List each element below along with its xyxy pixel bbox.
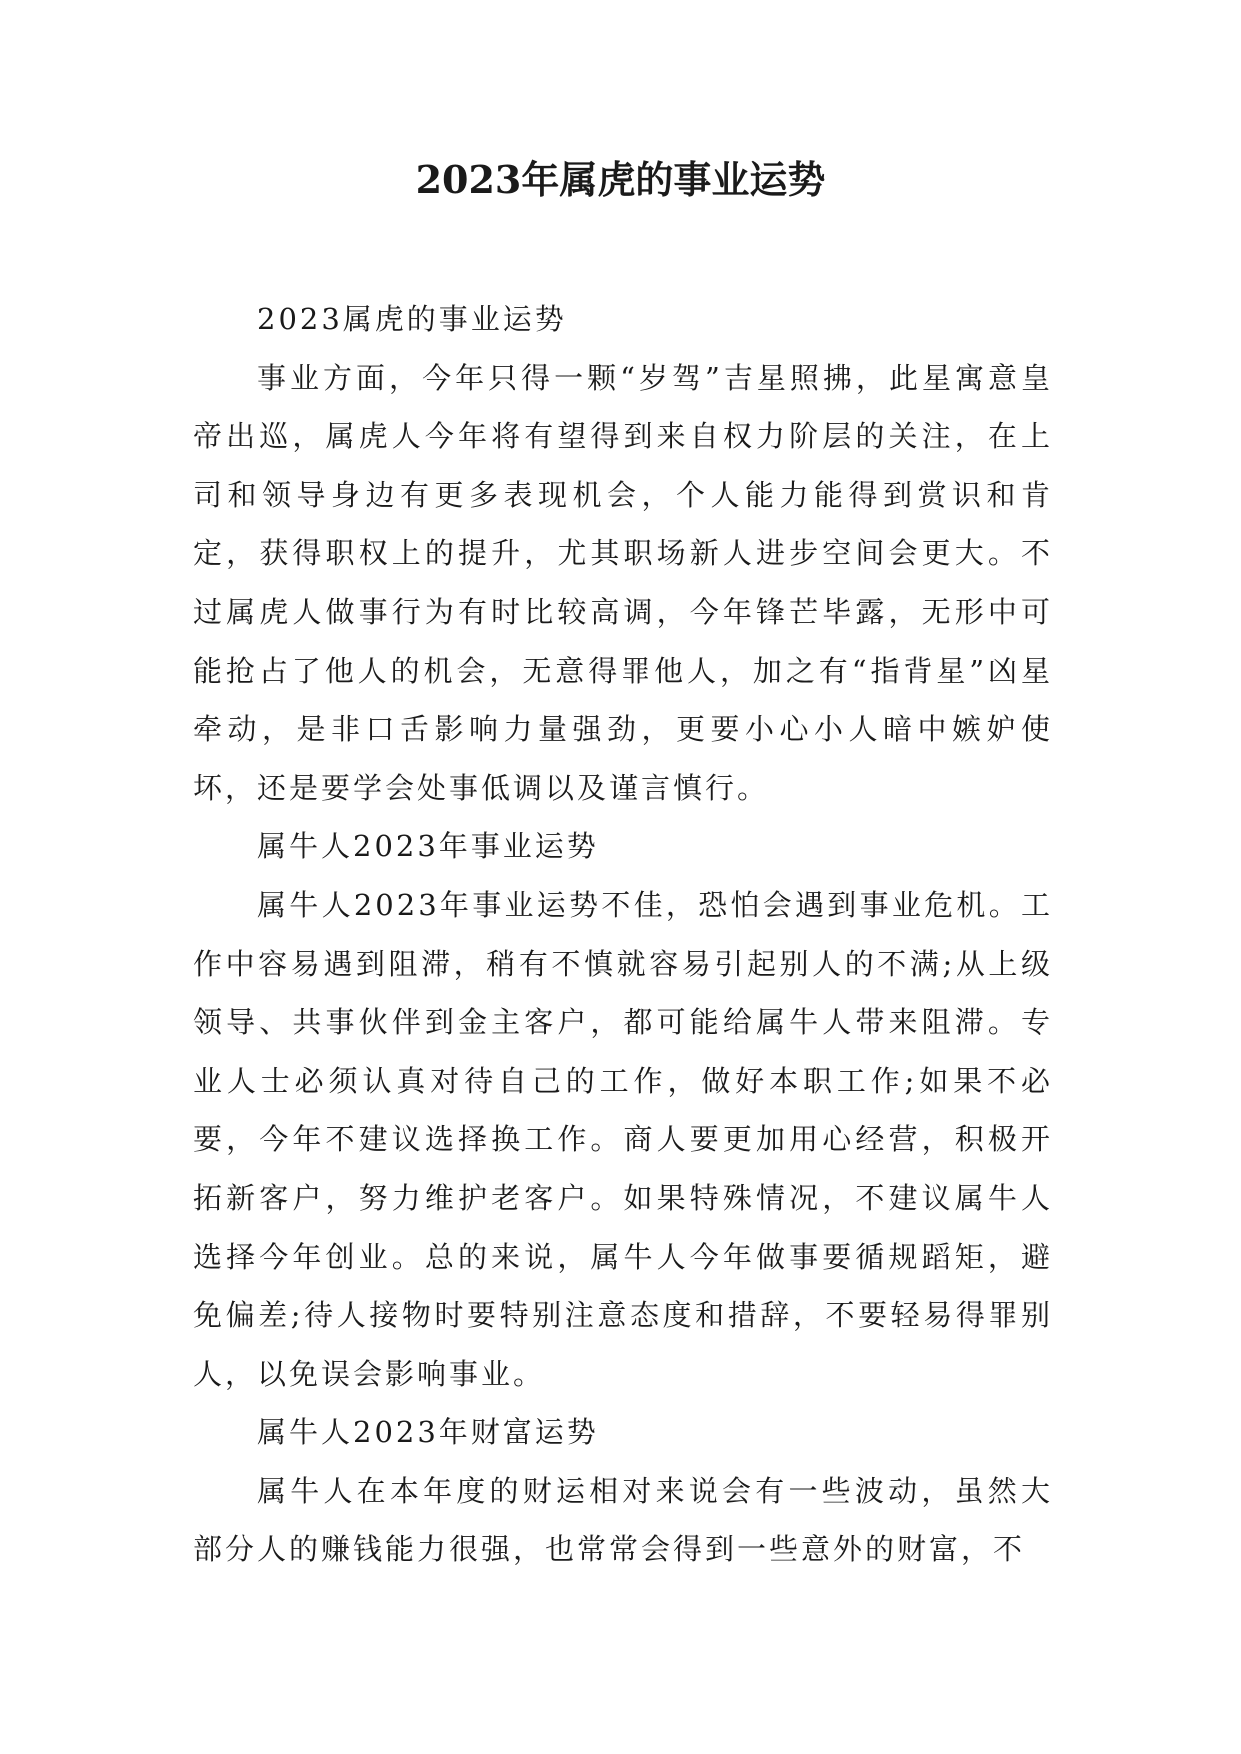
document-body (193, 290, 1053, 1579)
paragraph-ox-career: 属牛人2023年事业运势不佳，恐怕会遇到事业危机。工作中容易遇到阻滞，稍有不慎就容易引起别人的不满;从上级领导、共事伙伴到金主客户，都可能给属牛人带来阻滞。专业人士必须认真对待自己的工作，做好本职工作;如果不必要，今年不建议选择换工作。商人要更加用心经营，积极开拓新客户，努力维护老客户。如果特殊情况，不建议属牛人选择今年创业。总的来说，属牛人今年做事要循规蹈矩，避免偏差;待人接物时要特别注意态度和措辞，不要轻易得罪别人，以免误会影响事业。 (193, 887, 1053, 1391)
subheading-tiger-career: 2023属虎的事业运势 (257, 302, 567, 336)
subheading-ox-career: 属牛人2023年事业运势 (257, 829, 599, 864)
paragraph-tiger-career: 事业方面，今年只得一颗“岁驾”吉星照拂，此星寓意皇帝出巡，属虎人今年将有望得到来自权力阶层的关注，在上司和领导身边有更多表现机会，个人能力能得到赏识和肯定，获得职权上的提升，尤其职场新人进步空间会更大。不过属虎人做事行为有时比较高调，今年锋芒毕露，无形中可能抢占了他人的机会，无意得罪他人，加之有“指背星”凶星牵动，是非口舌影响力量强劲，更要小心小人暗中嫉妒使坏，还是要学会处事低调以及谨言慎行。 (193, 360, 1053, 805)
document-title: 2023年属虎的事业运势 (415, 157, 826, 202)
subheading-ox-wealth: 属牛人2023年财富运势 (257, 1415, 599, 1450)
paragraph-ox-wealth: 属牛人在本年度的财运相对来说会有一些波动，虽然大部分人的赚钱能力很强，也常常会得到一些意外的财富，不 (193, 1473, 1053, 1567)
